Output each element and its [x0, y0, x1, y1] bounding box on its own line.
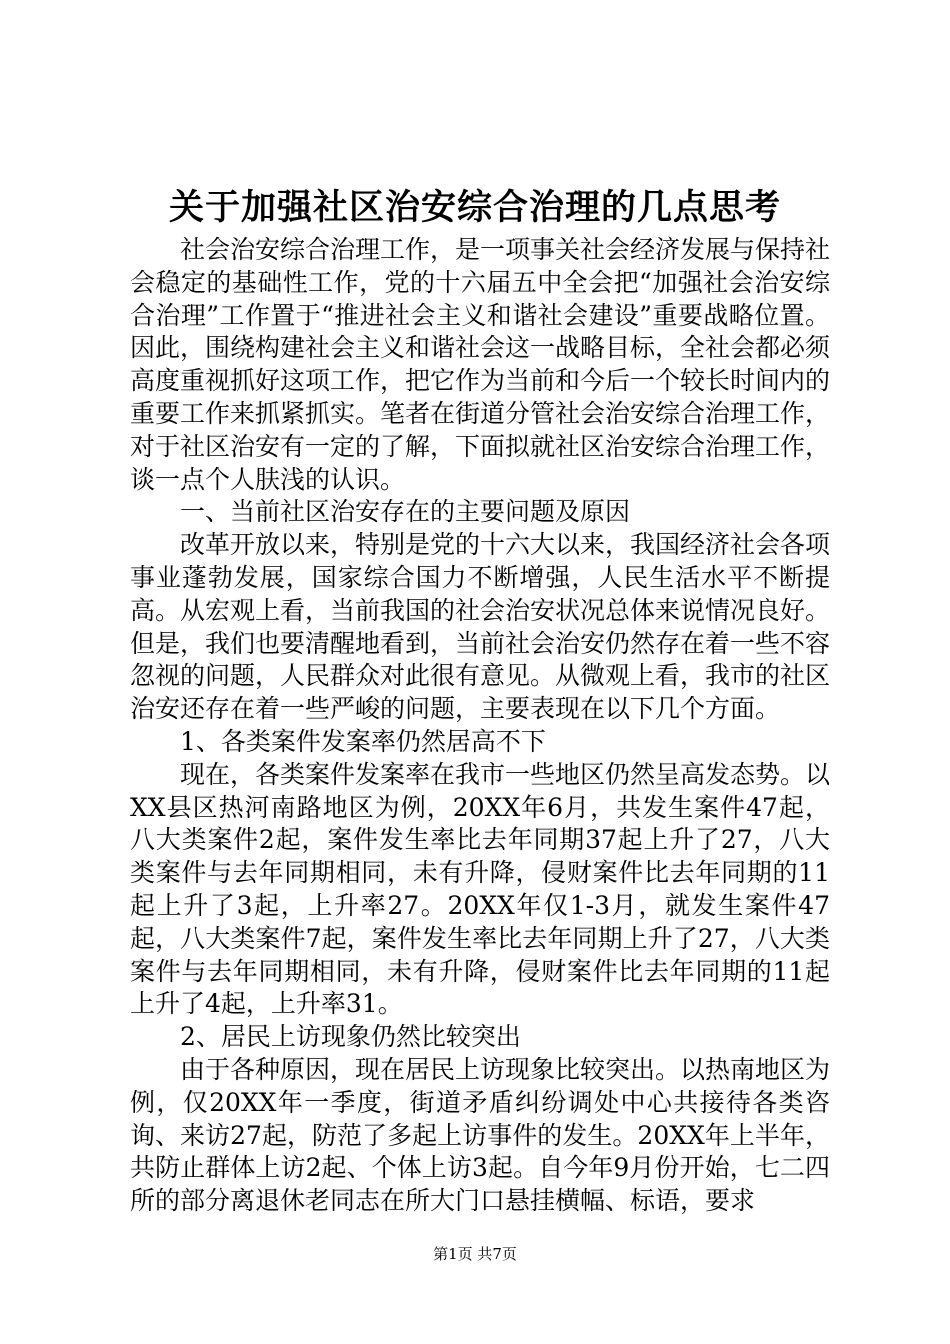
document-title: 关于加强社区治安综合治理的几点思考 [168, 187, 781, 228]
document-body [130, 234, 830, 1218]
section-heading-1: 一、当前社区治安存在的主要问题及原因 [180, 497, 631, 527]
paragraph-petitions: 由于各种原因，现在居民上访现象比较突出。以热南地区为例，仅20XX年一季度，街道矛盾纠纷调处中心共接待各类咨询、来访27起，防范了多起上访事件的发生。20XX年上半年，共防止群体上访2起、个体上访3起。自今年9月份开始，七二四所的部分离退休老同志在所大门口悬挂横幅、标语，要求 [130, 1054, 831, 1216]
subsection-heading-2: 2、居民上访现象仍然比较突出 [180, 1022, 521, 1052]
paragraph-case-rate: 现在，各类案件发案率在我市一些地区仍然呈高发态势。以XX县区热河南路地区为例，20XX年6月，共发生案件47起，八大类案件2起，案件发生率比去年同期37起上升了27，八大类案件与去年同期相同，未有升降，侵财案件比去年同期的11起上升了3起，上升率27。20XX年仅1-3月，就发生案件47起，八大类案件7起，案件发生率比去年同期上升了27，八大类案件与去年同期相同，未有升降，侵财案件比去年同期的11起上升了4起，上升率31。 [130, 759, 831, 1019]
paragraph-overview: 改革开放以来，特别是党的十六大以来，我国经济社会各项事业蓬勃发展，国家综合国力不断增强，人民生活水平不断提高。从宏观上看，当前我国的社会治安状况总体来说情况良好。但是，我们也要清醒地看到，当前社会治安仍然存在着一些不容忽视的问题，人民群众对此很有意见。从微观上看，我市的社区治安还存在着一些严峻的问题，主要表现在以下几个方面。 [130, 530, 831, 724]
page-number: 第1页 共7页 [433, 1245, 517, 1263]
paragraph-intro: 社会治安综合治理工作，是一项事关社会经济发展与保持社会稳定的基础性工作，党的十六届五中全会把“加强社会治安综合治理”工作置于“推进社会主义和谐社会建设”重要战略位置。因此，围绕构建社会主义和谐社会这一战略目标，全社会都必须高度重视抓好这项工作，把它作为当前和今后一个较长时间内的重要工作来抓紧抓实。笔者在街道分管社会治安综合治理工作，对于社区治安有一定的了解，下面拟就社区治安综合治理工作，谈一点个人肤浅的认识。 [130, 235, 831, 494]
subsection-heading-1: 1、各类案件发案率仍然居高不下 [180, 726, 546, 756]
